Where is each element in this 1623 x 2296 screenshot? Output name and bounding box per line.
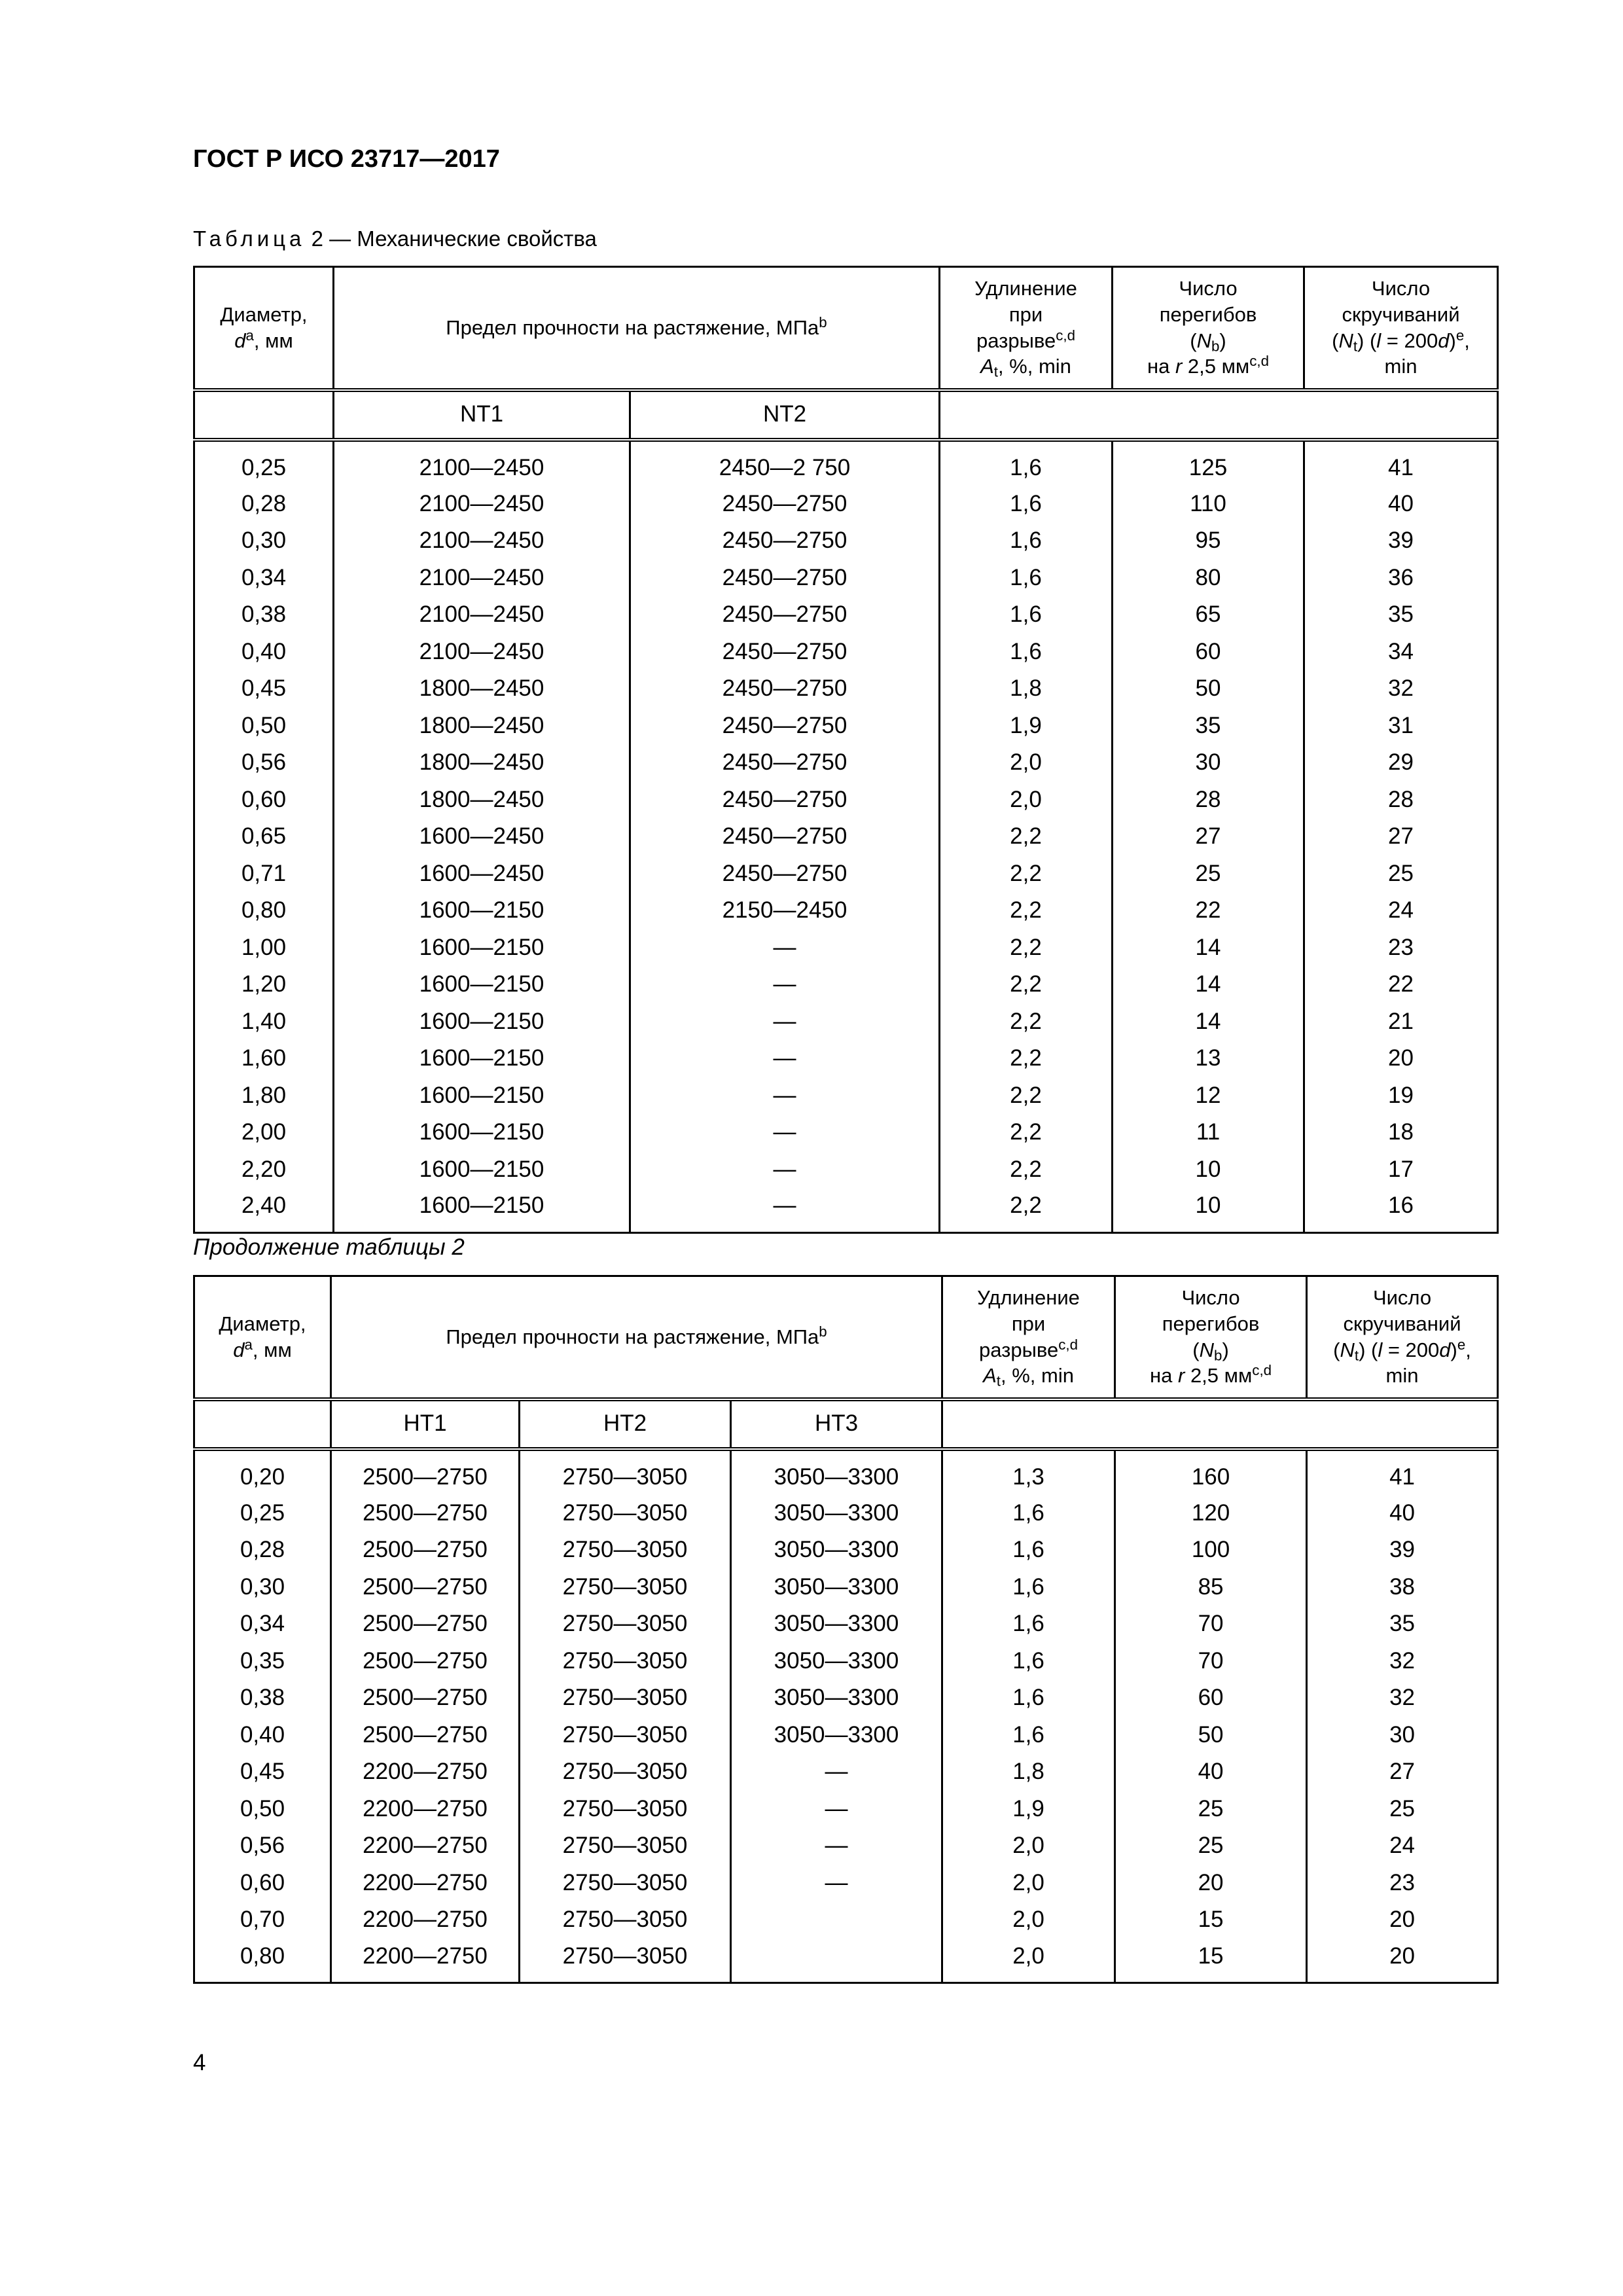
table-row [194,1077,1498,1115]
table-row [194,1114,1498,1151]
table-cell: 0,56 [194,1827,331,1865]
table-cell: 0,50 [194,1791,331,1828]
table-cell: 0,60 [194,781,334,819]
table-cell: 1,3 [942,1449,1115,1495]
table-cell: 1,20 [194,966,334,1003]
table-cell: 2500—2750 [331,1532,520,1569]
table-cell: — [731,1753,942,1791]
table-cell: 1600—2150 [334,966,630,1003]
table-cell: 32 [1307,1643,1498,1680]
table-cell: 2750—3050 [520,1532,731,1569]
table-cell: 0,65 [194,818,334,855]
table-cell: 25 [1304,855,1498,893]
table-cell: 2450—2750 [630,781,940,819]
table-cell: 2750—3050 [520,1495,731,1532]
table-cell: — [630,1040,940,1077]
table-cell: 14 [1113,1003,1304,1041]
table-cell: 3050—3300 [731,1569,942,1606]
table-cell: 32 [1307,1679,1498,1717]
table-cell: 3050—3300 [731,1605,942,1643]
table-cell: 2450—2750 [630,708,940,745]
table-cell: 19 [1304,1077,1498,1115]
table-cell: 25 [1115,1791,1307,1828]
table-cell: 2,0 [942,1827,1115,1865]
header-row [194,1276,1498,1399]
table-cell: 1600—2450 [334,855,630,893]
table-row [194,1717,1498,1754]
table-cell: 2100—2450 [334,440,630,486]
table-row [194,486,1498,523]
table-cell: 40 [1307,1495,1498,1532]
table-cell: 23 [1304,929,1498,967]
table-row [194,1495,1498,1532]
table-cell: 0,60 [194,1865,331,1902]
table-cell: 34 [1304,634,1498,671]
table-cell: 14 [1113,929,1304,967]
table-cell: 2,20 [194,1151,334,1189]
table-cell: 25 [1115,1827,1307,1865]
table-cell: 1,6 [940,634,1113,671]
table-cell: — [630,1114,940,1151]
table-cell: 0,80 [194,1939,331,1983]
grade-row [194,390,1498,440]
grade-empty-cell [940,390,1498,440]
table-cell: 40 [1115,1753,1307,1791]
table-cell: 30 [1113,744,1304,781]
mechanical-properties-table-ht [193,1275,1499,1984]
table-cell: 27 [1113,818,1304,855]
table-cell: 28 [1304,781,1498,819]
table-cell: 20 [1307,1939,1498,1983]
table-cell: 50 [1113,670,1304,708]
table-cell: 2750—3050 [520,1605,731,1643]
table-cell: 2750—3050 [520,1939,731,1983]
table-cell: 1800—2450 [334,708,630,745]
table-cell: 3050—3300 [731,1532,942,1569]
table-cell: 2500—2750 [331,1679,520,1717]
table-cell: 30 [1307,1717,1498,1754]
table-cell: 100 [1115,1532,1307,1569]
table-cell: 2200—2750 [331,1791,520,1828]
table-cell: 22 [1113,892,1304,929]
table-cell: 27 [1307,1753,1498,1791]
table-cell: — [731,1827,942,1865]
table-body [194,1449,1498,1983]
table-cell: 41 [1304,440,1498,486]
table-cell: 1,6 [942,1569,1115,1606]
table-cell: 2750—3050 [520,1827,731,1865]
table-cell: 1,6 [940,560,1113,597]
table-row [194,1939,1498,1983]
table-cell: 1600—2150 [334,1003,630,1041]
table-row [194,1532,1498,1569]
table-cell: 50 [1115,1717,1307,1754]
table-cell: 0,28 [194,486,334,523]
table-cell: 0,20 [194,1449,331,1495]
table-cell: 2,2 [940,892,1113,929]
table-cell: 65 [1113,596,1304,634]
table-cell: 0,45 [194,670,334,708]
table-cell: 160 [1115,1449,1307,1495]
table-cell: 70 [1115,1605,1307,1643]
table-cell: 1800—2450 [334,670,630,708]
table-cell: 125 [1113,440,1304,486]
table-cell: — [630,1077,940,1115]
table-cell: 35 [1307,1605,1498,1643]
table-cell: 1600—2150 [334,1114,630,1151]
table-cell: 2200—2750 [331,1901,520,1939]
grade-nt2: NT2 [630,390,940,440]
table-cell: 1,6 [942,1495,1115,1532]
table-cell: 2100—2450 [334,634,630,671]
table-cell: 2750—3050 [520,1791,731,1828]
table-cell: 0,71 [194,855,334,893]
table-cell: 24 [1307,1827,1498,1865]
table-cell: 2,2 [940,1003,1113,1041]
twists-header: Число скручиваний $(N_t) (l = 200d)^e$, min [1304,267,1498,390]
table-cell: 2,0 [942,1939,1115,1983]
table-cell: — [630,1188,940,1232]
table-cell: 16 [1304,1188,1498,1232]
table-cell: 2,2 [940,1151,1113,1189]
table-row [194,1449,1498,1495]
elongation-header: Удлинение при разрыве$^{c,d}$ $A_t$, %, min [942,1276,1115,1399]
caption-number: 2 [311,226,323,251]
table-cell: 20 [1115,1865,1307,1902]
table-cell: 21 [1304,1003,1498,1041]
table-cell: 0,80 [194,892,334,929]
table-cell: 1600—2150 [334,892,630,929]
table-cell: 3050—3300 [731,1717,942,1754]
table-cell: 2,2 [940,1040,1113,1077]
table-cell: 1600—2150 [334,1188,630,1232]
table-cell: 0,30 [194,1569,331,1606]
table-cell: 2750—3050 [520,1717,731,1754]
table-cell: 2750—3050 [520,1865,731,1902]
table-cell: 1,80 [194,1077,334,1115]
table-row [194,1569,1498,1606]
table-row [194,522,1498,560]
table-cell: 80 [1113,560,1304,597]
table-cell: 2750—3050 [520,1679,731,1717]
table-cell: 2,2 [940,855,1113,893]
table-cell: 38 [1307,1569,1498,1606]
table-cell: 18 [1304,1114,1498,1151]
table-cell: 32 [1304,670,1498,708]
table-row [194,744,1498,781]
table-cell: 2500—2750 [331,1569,520,1606]
tensile-strength-header: Предел прочности на растяжение, МПа$^b$ [331,1276,942,1399]
table-cell: 2750—3050 [520,1449,731,1495]
table-cell: 2,2 [940,818,1113,855]
table-cell: 2450—2750 [630,818,940,855]
table-cell: 2,0 [942,1865,1115,1902]
table-cell: 40 [1304,486,1498,523]
table-cell: 1800—2450 [334,744,630,781]
bends-header: Число перегибов $(N_b)$ на r 2,5 мм$^{c,d}$ [1115,1276,1307,1399]
table-cell: 25 [1113,855,1304,893]
table-cell: 1,6 [940,522,1113,560]
table-cell: 2,2 [940,966,1113,1003]
table-cell: 2,2 [940,1077,1113,1115]
table-cell: — [630,966,940,1003]
table-cell: 2750—3050 [520,1901,731,1939]
table-row [194,892,1498,929]
table-row [194,818,1498,855]
grade-empty-cell [942,1399,1498,1449]
table-cell: 2450—2 750 [630,440,940,486]
table-cell: 0,34 [194,560,334,597]
table-row [194,966,1498,1003]
table-cell: — [630,929,940,967]
table-cell: 3050—3300 [731,1449,942,1495]
table-cell: 1,6 [942,1679,1115,1717]
table-row [194,634,1498,671]
table-cell: 2450—2750 [630,744,940,781]
table-cell: 60 [1113,634,1304,671]
table-row [194,1791,1498,1828]
table-cell: 1,6 [942,1605,1115,1643]
table-row [194,855,1498,893]
document-header: ГОСТ Р ИСО 23717—2017 [193,145,500,173]
table-cell: 41 [1307,1449,1498,1495]
table-row [194,1605,1498,1643]
table-cell: 31 [1304,708,1498,745]
table-cell: 15 [1115,1901,1307,1939]
table-cell: 2,00 [194,1114,334,1151]
table-cell: 35 [1304,596,1498,634]
table-cell [731,1939,942,1983]
table-cell: 2500—2750 [331,1643,520,1680]
bends-header: Число перегибов $(N_b)$ на r 2,5 мм$^{c,d}$ [1113,267,1304,390]
table-cell: 1,40 [194,1003,334,1041]
grade-row [194,1399,1498,1449]
table-cell: 2500—2750 [331,1605,520,1643]
table-cell: 2450—2750 [630,596,940,634]
table-cell: 2,2 [940,1188,1113,1232]
table-cell: 3050—3300 [731,1495,942,1532]
header-row [194,267,1498,390]
table-row [194,1003,1498,1041]
table-cell: 2100—2450 [334,486,630,523]
table-cell: 1,8 [942,1753,1115,1791]
table-row [194,1753,1498,1791]
table-cell: 2450—2750 [630,560,940,597]
table-cell: 1600—2150 [334,1077,630,1115]
table-row [194,1827,1498,1865]
table-row [194,1865,1498,1902]
table-cell: 3050—3300 [731,1679,942,1717]
caption-word: Таблица [193,226,306,251]
table-cell: 14 [1113,966,1304,1003]
table-row [194,1188,1498,1232]
table-cell: 2200—2750 [331,1827,520,1865]
table-cell: 23 [1307,1865,1498,1902]
table-cell: 3050—3300 [731,1643,942,1680]
table-cell: 0,40 [194,1717,331,1754]
table-cell: 22 [1304,966,1498,1003]
grade-ht1: HT1 [331,1399,520,1449]
table-cell: 2750—3050 [520,1643,731,1680]
table-cell: 2,0 [940,744,1113,781]
table-cell: 10 [1113,1188,1304,1232]
table-cell: 1,9 [940,708,1113,745]
table-cell: 1600—2450 [334,818,630,855]
table-cell: 0,25 [194,440,334,486]
table-cell: 17 [1304,1151,1498,1189]
table-cell: 85 [1115,1569,1307,1606]
table-cell: 1600—2150 [334,1151,630,1189]
table-cell: 2450—2750 [630,522,940,560]
table-cell: 0,50 [194,708,334,745]
table-cell: 0,35 [194,1643,331,1680]
table-cell: 110 [1113,486,1304,523]
table-cell: 10 [1113,1151,1304,1189]
table-row [194,1901,1498,1939]
table-cell: — [731,1865,942,1902]
table-cell: 20 [1307,1901,1498,1939]
grade-empty-cell [194,390,334,440]
table-cell: 2200—2750 [331,1753,520,1791]
table-cell: 2200—2750 [331,1939,520,1983]
diameter-header: Диаметр, $d^a$, мм [194,267,334,390]
table-cell: 2200—2750 [331,1865,520,1902]
grade-empty-cell [194,1399,331,1449]
table-cell: 1,8 [940,670,1113,708]
table-cell: 0,56 [194,744,334,781]
table-cell: 39 [1304,522,1498,560]
table-cell: 12 [1113,1077,1304,1115]
table-cell: 2,40 [194,1188,334,1232]
table-cell: 1,6 [940,596,1113,634]
table-row [194,1151,1498,1189]
table-cell: 0,40 [194,634,334,671]
table-cell: 2450—2750 [630,486,940,523]
table-cell: 36 [1304,560,1498,597]
table-cell: 2100—2450 [334,596,630,634]
table-cell: 2500—2750 [331,1717,520,1754]
table-cell: 0,25 [194,1495,331,1532]
elongation-header: Удлинение при разрыве$^{c,d}$ $A_t$, %, min [940,267,1113,390]
table-cell: 120 [1115,1495,1307,1532]
table-row [194,596,1498,634]
table-cell: 0,30 [194,522,334,560]
table-cell: 28 [1113,781,1304,819]
table-cell: 0,38 [194,1679,331,1717]
table-cell: 13 [1113,1040,1304,1077]
table-cell: 95 [1113,522,1304,560]
table-cell: 2,0 [940,781,1113,819]
table-cell: 29 [1304,744,1498,781]
table-cell: 20 [1304,1040,1498,1077]
table-continuation-label: Продолжение таблицы 2 [193,1234,465,1260]
table-cell: 2150—2450 [630,892,940,929]
table-cell: 11 [1113,1114,1304,1151]
table-cell: 2750—3050 [520,1753,731,1791]
table-cell: 2,0 [942,1901,1115,1939]
table-cell: 1,9 [942,1791,1115,1828]
table-cell: — [630,1003,940,1041]
table-cell: 2,2 [940,929,1113,967]
table-cell: 1,6 [940,486,1113,523]
grade-ht2: HT2 [520,1399,731,1449]
table-cell: 2100—2450 [334,522,630,560]
table-row [194,708,1498,745]
table-cell: 1,6 [940,440,1113,486]
table-row [194,1040,1498,1077]
page-number: 4 [193,2050,206,2075]
table-row [194,670,1498,708]
table-cell: 1,6 [942,1643,1115,1680]
table-cell: 70 [1115,1643,1307,1680]
table-cell: 1600—2150 [334,929,630,967]
table-cell: 0,45 [194,1753,331,1791]
mechanical-properties-table-nt [193,266,1499,1234]
table-cell: 0,34 [194,1605,331,1643]
table-cell: 1,60 [194,1040,334,1077]
table-cell: 0,28 [194,1532,331,1569]
table-cell: 15 [1115,1939,1307,1983]
table-cell: 1800—2450 [334,781,630,819]
grade-ht3: HT3 [731,1399,942,1449]
twists-header: Число скручиваний $(N_t) (l = 200d)^e$, min [1307,1276,1498,1399]
table-row [194,560,1498,597]
table-row [194,1643,1498,1680]
table-cell: 24 [1304,892,1498,929]
table-cell: 2,2 [940,1114,1113,1151]
table-row [194,440,1498,486]
grade-nt1: NT1 [334,390,630,440]
table-cell: 60 [1115,1679,1307,1717]
table-cell: — [630,1151,940,1189]
table-cell: 0,38 [194,596,334,634]
table-row [194,781,1498,819]
table-cell: 2450—2750 [630,855,940,893]
caption-title: — Механические свойства [323,226,597,251]
table-cell: 0,70 [194,1901,331,1939]
diameter-header: Диаметр, $d^a$, мм [194,1276,331,1399]
table-cell: 2450—2750 [630,670,940,708]
table-cell: 2450—2750 [630,634,940,671]
table-row [194,1679,1498,1717]
table-cell: 39 [1307,1532,1498,1569]
table-cell: 35 [1113,708,1304,745]
table-cell: 2750—3050 [520,1569,731,1606]
table-cell: 1,6 [942,1532,1115,1569]
table-cell: 2500—2750 [331,1495,520,1532]
table-cell: 1600—2150 [334,1040,630,1077]
table-cell: 27 [1304,818,1498,855]
table-cell: — [731,1791,942,1828]
table-cell: 1,00 [194,929,334,967]
table-cell: 2500—2750 [331,1449,520,1495]
table-body [194,440,1498,1233]
table-cell: 25 [1307,1791,1498,1828]
table-cell: 2100—2450 [334,560,630,597]
table-row [194,929,1498,967]
table-cell [731,1901,942,1939]
tensile-strength-header: Предел прочности на растяжение, МПа$^b$ [334,267,940,390]
table-caption [193,226,597,251]
table-cell: 1,6 [942,1717,1115,1754]
